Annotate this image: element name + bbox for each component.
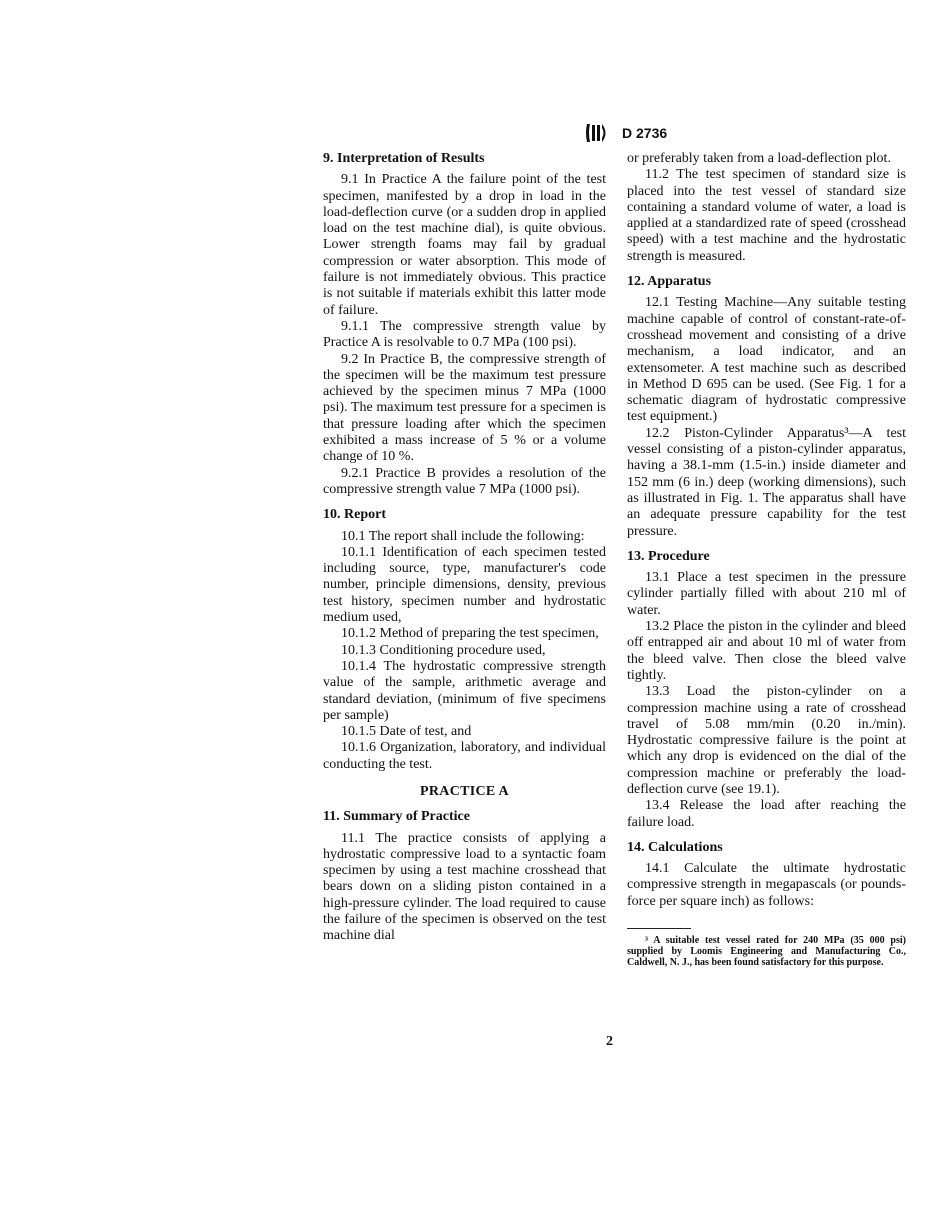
section-heading: 9. Interpretation of Results [323, 151, 485, 166]
section-heading: 13. Procedure [627, 548, 710, 564]
paragraph: 10.1.1 Identification of each specimen tested including source, type, manufacturer's code number, principle dimensions, density, previous test history, specimen number and hydrostatic medium used, [323, 544, 606, 626]
paragraph: 12.2 Piston-Cylinder Apparatus³—A test vessel consisting of a piston-cylinder apparatus, having a 38.1-mm (1.5-in.) inside diameter and 152 mm (6 in.) deep (working dimensions), such as illustrated in Fig. 1. The apparatus shall have an adequate pressure capability for the test pressure. [627, 425, 906, 539]
paragraph: 11.1 The practice consists of applying a hydrostatic compressive load to a syntactic foam specimen by using a test machine crosshead that bears down on a sliding piston contained in a high-pressure cylinder. The load required to cause the failure of the specimen is observed on the test machine dial [323, 830, 606, 944]
page-number: 2 [606, 1034, 613, 1049]
section-heading: 10. Report [323, 507, 386, 523]
paragraph: 11.2 The test specimen of standard size is placed into the test vessel of standard size containing a standard volume of water, a load is applied at a standardized rate of speed (crosshead speed) with a test machine and the hydrostatic strength is measured. [627, 167, 906, 264]
section-heading: 12. Apparatus [627, 274, 712, 290]
document-number: D 2736 [622, 125, 668, 141]
paragraph: 10.1.2 Method of preparing the test specimen, [341, 626, 599, 642]
footnote-rule [627, 928, 691, 929]
paragraph: 13.3 Load the piston-cylinder on a compression machine using a rate of crosshead travel of 5.08 mm/min (0.20 in./min). Hydrostatic compressive failure is the point at which any drop is evidenced on the dial of the compression machine or preferably the load-deflection curve (see 19.1). [627, 684, 906, 797]
paragraph: 10.1.5 Date of test, and [341, 724, 472, 740]
paragraph: 9.2.1 Practice B provides a resolution of the compressive strength value 7 MPa (1000 psi). [323, 465, 606, 497]
section-heading: 11. Summary of Practice [323, 809, 470, 825]
practice-heading: PRACTICE A [420, 783, 509, 799]
paragraph: 14.1 Calculate the ultimate hydrostatic compressive strength in megapascals (or pounds-force per square inch) as follows: [627, 861, 906, 909]
paragraph: 10.1.4 The hydrostatic compressive strength value of the sample, arithmetic average and standard deviation, (minimum of five specimens per sample) [323, 658, 606, 723]
right-column [627, 151, 906, 968]
paragraph: 10.1 The report shall include the following: [341, 528, 585, 544]
paragraph: 12.1 Testing Machine—Any suitable testing machine capable of control of constant-rate-of-crosshead movement and consisting of a drive mechanism, a load indicator, and an extensometer. A test machine such as described in Method D 695 can be used. (See Fig. 1 for a schematic diagram of hydrostatic compressive test equipment.) [627, 295, 906, 425]
paragraph: 13.2 Place the piston in the cylinder and bleed off entrapped air and about 10 ml of water from the bleed valve. Then close the bleed valve tightly. [627, 619, 906, 683]
footnote: ³ A suitable test vessel rated for 240 MPa (35 000 psi) supplied by Loomis Engineering and Manufacturing Co., Caldwell, N. J., has been found satisfactory for this purpose. [627, 935, 906, 969]
left-column [323, 151, 606, 945]
paragraph: 9.2 In Practice B, the compressive strength of the specimen will be the maximum test pressure achieved by the specimen minus 7 MPa (1000 psi). The maximum test pressure for a specimen is that pressure loading after which the specimen exhibited a mass increase of 5 % or a volume change of 10 %. [323, 351, 606, 465]
paragraph: 9.1.1 The compressive strength value by Practice A is resolvable to 0.7 MPa (100 psi). [323, 318, 606, 351]
paragraph: 10.1.3 Conditioning procedure used, [341, 642, 546, 658]
paragraph: 9.1 In Practice A the failure point of the test specimen, manifested by a drop in load in the load-deflection curve (or a sudden drop in applied load on the test machine dial), is quite obvious. Lower strength foams may fail by gradual compression or water absorption. This mode of failure is not immediately obvious. This practice is not suitable if materials exhibit this latter mode of failure. [323, 172, 606, 318]
paragraph: 13.4 Release the load after reaching the failure load. [627, 798, 906, 830]
paragraph: 13.1 Place a test specimen in the pressure cylinder partially filled with about 210 ml of water. [627, 570, 906, 618]
astm-logo-icon [584, 122, 610, 144]
section-heading: 14. Calculations [627, 839, 723, 855]
paragraph: or preferably taken from a load-deflection plot. [627, 151, 891, 166]
page-header [584, 122, 667, 144]
paragraph: 10.1.6 Organization, laboratory, and individual conducting the test. [323, 740, 606, 772]
